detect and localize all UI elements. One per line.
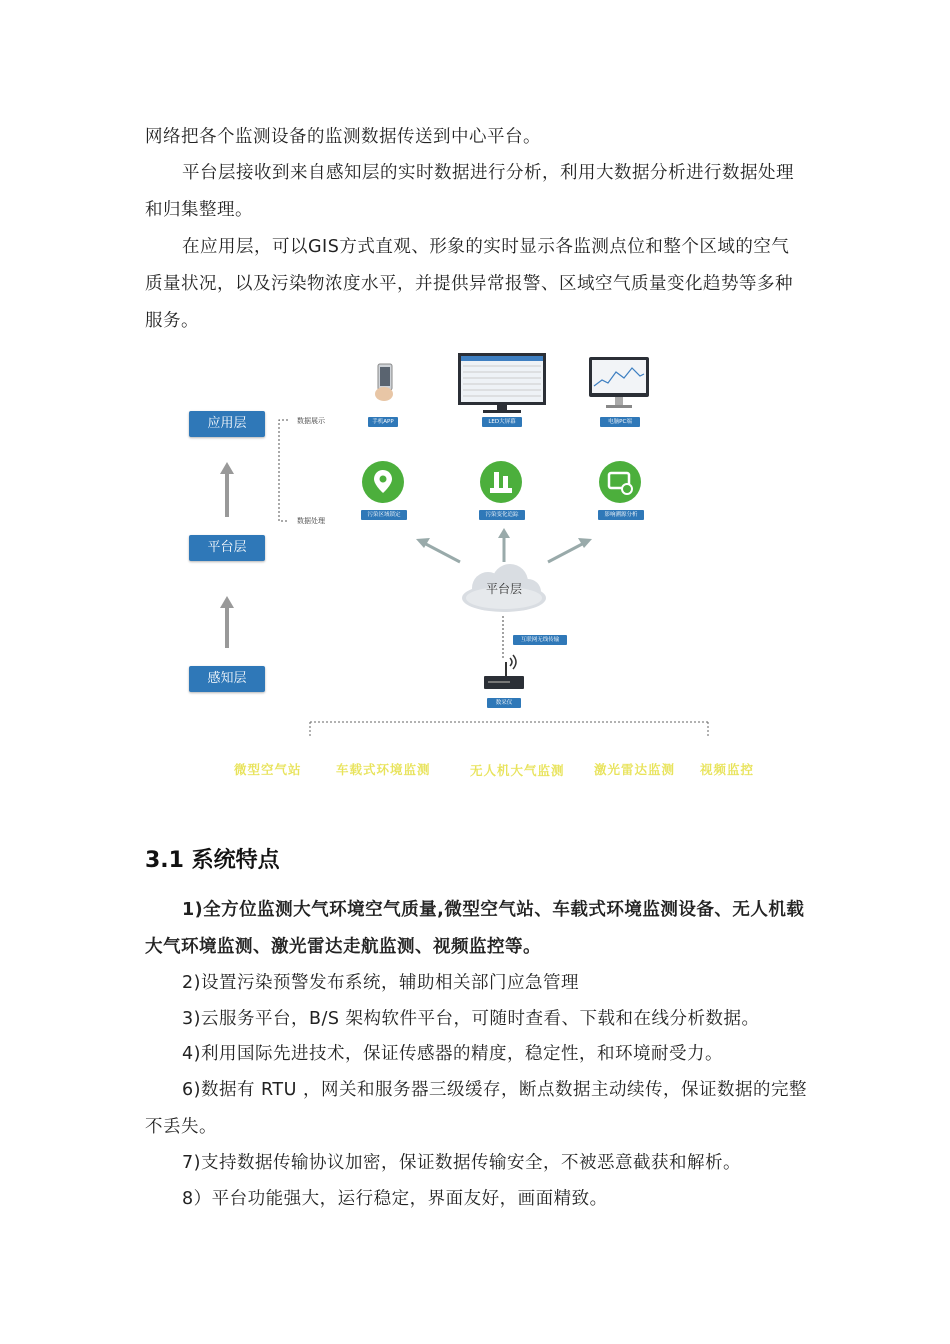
up-arrow-icon: [218, 596, 236, 648]
layer-platform-box: 平台层: [189, 535, 265, 561]
tag-wireless-transfer: 互联网无线传输: [513, 635, 567, 645]
led-screen-icon: [457, 352, 547, 414]
paragraph-application: 在应用层，可以GIS方式直观、形象的实时显示各监测点位和整个区域的空气质量状况，以及污染物浓度水平，并提供异常报警、区域空气质量变化趋势等多种服务。: [145, 237, 793, 331]
feature-item: 1)全方位监测大气环境空气质量,微型空气站、车载式环境监测设备、无人机载大气环境监测、激光雷达走航监测、视频监控等。: [145, 900, 805, 957]
gateway-router-icon: [482, 652, 526, 692]
label-data-processing: 数据处理: [297, 517, 325, 525]
tag-phone-app: 手机APP: [368, 417, 398, 427]
tag-source-analysis: 影响溯源分析: [598, 510, 644, 520]
paragraph-platform: 平台层接收到来自感知层的实时数据进行分析，利用大数据分析进行数据处理和归集整理。: [145, 163, 794, 220]
architecture-diagram: [180, 350, 780, 790]
field-bus-line: [308, 716, 710, 740]
feature-item: 3)云服务平台，B/S 架构软件平台，可随时查看、下载和在线分析数据。: [182, 1009, 760, 1029]
pc-monitor-icon: [588, 356, 650, 412]
device-vehicle-monitor: 车载式环境监测: [336, 762, 431, 777]
paragraph-network: 网络把各个监测设备的监测数据传送到中心平台。: [145, 127, 541, 147]
tag-pollution-area: 污染区域锁定: [361, 510, 407, 520]
phone-icon: [373, 362, 399, 404]
tag-led-screen: LED大屏幕: [482, 417, 522, 427]
analysis-icon: [598, 460, 642, 504]
feature-item: 6)数据有 RTU ，网关和服务器三级缓存，断点数据主动续传，保证数据的完整不丢失。: [145, 1080, 807, 1137]
section-heading: 3.1 系统特点: [145, 848, 280, 873]
feature-item: 2)设置污染预警发布系统，辅助相关部门应急管理: [182, 973, 579, 993]
up-arrow-icon: [218, 462, 236, 517]
tag-pc: 电脑PC端: [600, 417, 640, 427]
factory-icon: [479, 460, 523, 504]
layer-perception-box: 感知层: [189, 666, 265, 692]
feature-item: 8）平台功能强大，运行稳定，界面友好，画面精致。: [182, 1189, 608, 1209]
device-video-monitor: 视频监控: [700, 762, 755, 777]
cloud-label: 平台层: [486, 582, 523, 596]
device-drone-monitor: 无人机大气监测: [470, 763, 565, 778]
feature-item: 7)支持数据传输协议加密，保证数据传输安全，不被恶意截获和解析。: [182, 1153, 741, 1173]
tag-pollution-trend: 污染变化追踪: [479, 510, 525, 520]
bracket-line: [276, 418, 300, 526]
device-lidar-monitor: 激光雷达监测: [594, 762, 676, 777]
tag-data-collector: 数采仪: [487, 698, 521, 708]
layer-app-box: 应用层: [189, 411, 265, 437]
location-pin-icon: [361, 460, 405, 504]
feature-item: 4)利用国际先进技术，保证传感器的精度，稳定性，和环境耐受力。: [182, 1044, 723, 1064]
device-micro-station: 微型空气站: [234, 762, 302, 777]
label-data-display: 数据展示: [297, 417, 325, 425]
